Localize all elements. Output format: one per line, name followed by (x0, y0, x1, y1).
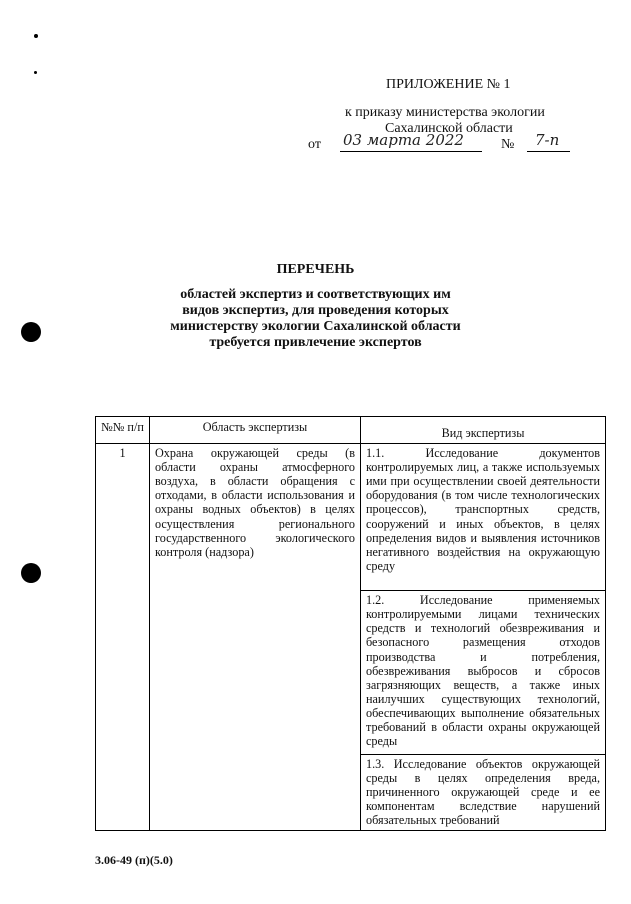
column-header-number: №№ п/п (96, 417, 150, 444)
handwritten-number: 7-п (535, 131, 560, 149)
document-heading: ПЕРЕЧЕНЬ (276, 262, 355, 277)
column-header-type: Вид экспертизы (361, 417, 606, 444)
table-header-row (96, 417, 606, 444)
expertise-type-1-3: 1.3. Исследование объектов окружающей среды в целях определения вреда, причиненного окружающей среде и ее компонентам вследствие нарушений обязательных требований (361, 754, 606, 831)
title-line-1: областей экспертиз и соответствующих им (180, 287, 451, 302)
table-row (96, 444, 606, 591)
order-line-1: к приказу министерства экологии (345, 105, 545, 120)
punch-hole-bottom (21, 563, 41, 583)
scan-speck (34, 71, 37, 74)
order-line-2: Сахалинской области (385, 121, 513, 136)
expertise-table (95, 416, 606, 831)
appendix-title: ПРИЛОЖЕНИЕ № 1 (386, 77, 511, 92)
column-header-area: Область экспертизы (150, 417, 361, 444)
title-line-2: видов экспертиз, для проведения которых (182, 303, 449, 318)
number-label: № (501, 137, 515, 152)
row-number: 1 (96, 444, 150, 831)
scan-speck (34, 34, 38, 38)
expertise-type-1-1: 1.1. Исследование документов контролируемых лиц, а также используемых ими при осуществлении своей деятельности оборудования (в том числе технологических процессов), транспортных средств, сооружений и иных объектов, в целях определения видов и выявления источников негативного воздействия на окружающую среду (361, 444, 606, 591)
expertise-type-1-2: 1.2. Исследование применяемых контролируемыми лицами технических средств и технологий обезвреживания и безопасного размещения отходов производства и потребления, обезвреживания выбросов и сбросов загрязняющих веществ, а также иных наилучших существующих технологий, обеспечивающих выполнение обязательных требований в области охраны окружающей среды (361, 591, 606, 754)
handwritten-date: 03 марта 2022 (343, 131, 464, 149)
number-underline (527, 151, 570, 152)
expertise-area: Охрана окружающей среды (в области охраны атмосферного воздуха, в области обращения с отходами, в области использования и охраны водных объектов) в целях осуществления регионального государственного экологического контроля (надзора) (150, 444, 361, 831)
date-underline (340, 151, 482, 152)
title-line-4: требуется привлечение экспертов (209, 335, 422, 350)
title-line-3: министерству экологии Сахалинской области (170, 319, 461, 334)
from-label: от (308, 137, 321, 152)
form-code: 3.06-49 (п)(5.0) (95, 853, 173, 867)
